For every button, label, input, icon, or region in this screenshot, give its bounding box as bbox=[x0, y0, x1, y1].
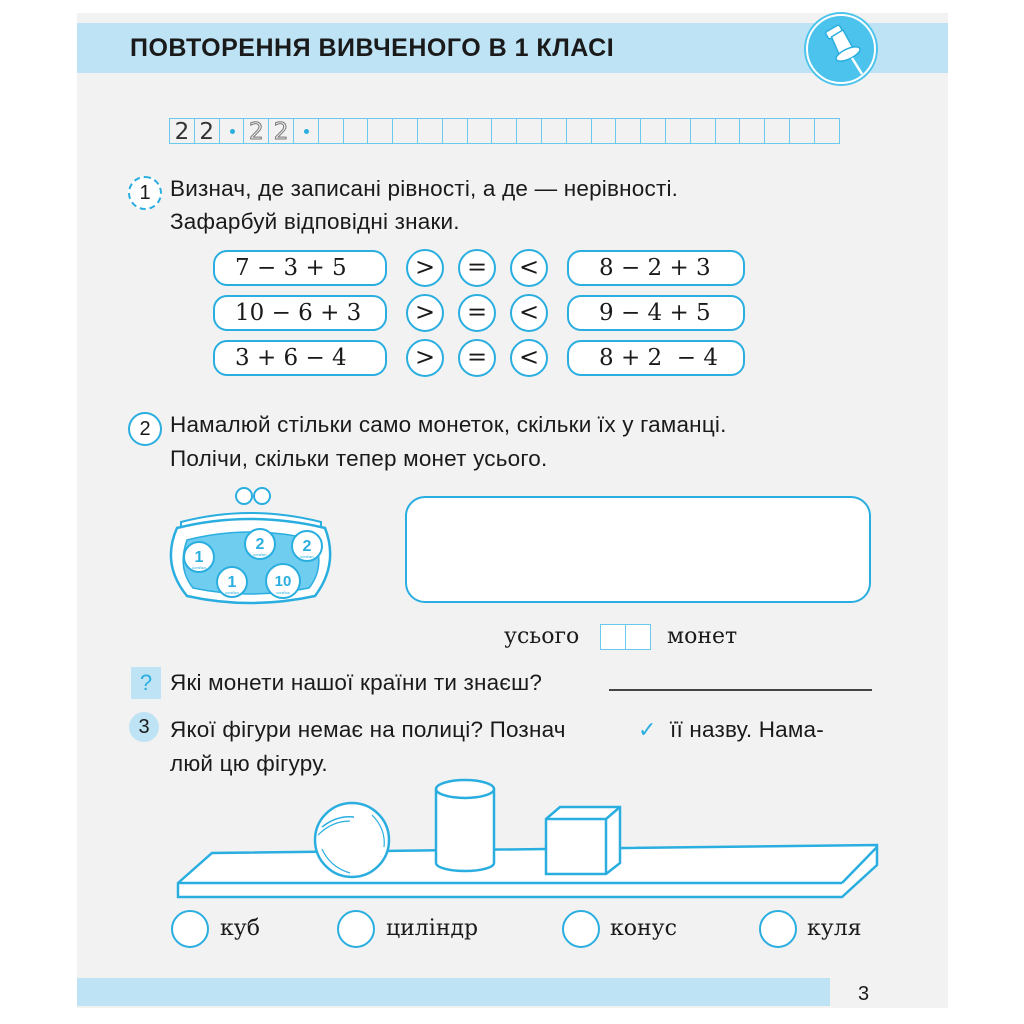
writing-cell[interactable] bbox=[615, 118, 641, 144]
writing-cell[interactable] bbox=[591, 118, 617, 144]
answer-cell[interactable] bbox=[600, 624, 626, 650]
equal-sign[interactable]: = bbox=[458, 294, 496, 332]
equal-sign[interactable]: = bbox=[458, 249, 496, 287]
coin-caption: копійки bbox=[300, 554, 314, 559]
answer-cell[interactable] bbox=[625, 624, 651, 650]
question-text: Які монети нашої країни ти знаєш? bbox=[170, 670, 543, 695]
writing-cell[interactable] bbox=[715, 118, 741, 144]
option-cone-label: конус bbox=[610, 916, 677, 941]
writing-cell[interactable] bbox=[814, 118, 840, 144]
task-3-number: 3 bbox=[129, 712, 159, 742]
writing-cell[interactable] bbox=[541, 118, 567, 144]
task-3-text-line2: люй цю фігуру. bbox=[170, 751, 328, 776]
left-expression: 10 − 6 + 3 bbox=[213, 295, 387, 331]
writing-cell-dot bbox=[219, 118, 245, 144]
writing-cell[interactable] bbox=[764, 118, 790, 144]
writing-cell[interactable] bbox=[640, 118, 666, 144]
greater-sign[interactable]: > bbox=[406, 294, 444, 332]
option-cube-circle[interactable] bbox=[171, 910, 209, 948]
task-1-number: 1 bbox=[128, 176, 162, 210]
option-sphere-label: куля bbox=[807, 916, 862, 941]
coin-caption: копійки bbox=[253, 552, 267, 557]
drawing-area[interactable] bbox=[405, 496, 871, 603]
writing-cell[interactable] bbox=[516, 118, 542, 144]
task-3-text-part2: її назву. Нама- bbox=[670, 717, 824, 742]
coin-caption: копійка bbox=[192, 565, 206, 570]
coins-label: монет bbox=[667, 624, 738, 649]
option-cylinder-label: циліндр bbox=[386, 916, 479, 941]
page-number: 3 bbox=[858, 983, 870, 1005]
right-expression: 8 + 2 − 4 bbox=[567, 340, 745, 376]
option-cube-label: куб bbox=[220, 916, 260, 941]
writing-cell[interactable] bbox=[665, 118, 691, 144]
coin-value: 10 bbox=[274, 573, 292, 590]
coin-icon bbox=[290, 529, 324, 563]
pushpin-icon bbox=[806, 14, 876, 84]
task-2-text-line1: Намалюй стільки само монеток, скільки їх у гаманці. bbox=[170, 412, 727, 437]
coin-icon bbox=[264, 562, 302, 600]
writing-cell[interactable] bbox=[491, 118, 517, 144]
writing-cell[interactable] bbox=[367, 118, 393, 144]
coin-icon bbox=[182, 540, 216, 574]
less-sign[interactable]: < bbox=[510, 249, 548, 287]
answer-line[interactable] bbox=[609, 689, 872, 691]
shelf-illustration bbox=[172, 775, 892, 905]
footer-band bbox=[77, 978, 830, 1006]
cube-shape bbox=[546, 807, 620, 874]
writing-cell: 2 bbox=[169, 118, 195, 144]
greater-sign[interactable]: > bbox=[406, 339, 444, 377]
task-1-text-line1: Визнач, де записані рівності, а де — нерівності. bbox=[170, 176, 679, 201]
coin-icon bbox=[243, 527, 277, 561]
writing-cell-dot bbox=[293, 118, 319, 144]
less-sign[interactable]: < bbox=[510, 294, 548, 332]
question-badge: ? bbox=[131, 667, 161, 699]
coin-caption: копійок bbox=[276, 590, 290, 595]
right-expression: 9 − 4 + 5 bbox=[567, 295, 745, 331]
writing-cell: 2 bbox=[194, 118, 220, 144]
left-expression: 3 + 6 − 4 bbox=[213, 340, 387, 376]
task-2-number: 2 bbox=[128, 412, 162, 446]
task-2-text-line2: Полічи, скільки тепер монет усього. bbox=[170, 446, 548, 471]
task-1-text-line2: Зафарбуй відповідні знаки. bbox=[170, 209, 460, 234]
writing-cell[interactable] bbox=[392, 118, 418, 144]
writing-cell[interactable] bbox=[442, 118, 468, 144]
option-sphere-circle[interactable] bbox=[759, 910, 797, 948]
writing-cell-trace: 2 bbox=[268, 118, 294, 144]
check-mark-icon: ✓ bbox=[638, 718, 657, 743]
writing-cell[interactable] bbox=[789, 118, 815, 144]
writing-cell[interactable] bbox=[417, 118, 443, 144]
equal-sign[interactable]: = bbox=[458, 339, 496, 377]
writing-cell[interactable] bbox=[690, 118, 716, 144]
coin-icon bbox=[215, 565, 249, 599]
less-sign[interactable]: < bbox=[510, 339, 548, 377]
right-expression: 8 − 2 + 3 bbox=[567, 250, 745, 286]
sphere-shape bbox=[315, 803, 389, 877]
option-cone-circle[interactable] bbox=[562, 910, 600, 948]
writing-cell[interactable] bbox=[318, 118, 344, 144]
coin-value: 2 bbox=[255, 536, 265, 553]
task-3-text-part1: Якої фігури немає на полиці? Познач bbox=[170, 717, 566, 742]
writing-cell[interactable] bbox=[467, 118, 493, 144]
total-label: усього bbox=[504, 624, 580, 649]
coin-value: 1 bbox=[227, 574, 237, 591]
writing-cell[interactable] bbox=[566, 118, 592, 144]
writing-cell[interactable] bbox=[739, 118, 765, 144]
cylinder-shape bbox=[436, 780, 494, 871]
page-title: ПОВТОРЕННЯ ВИВЧЕНОГО В 1 КЛАСІ bbox=[130, 34, 615, 62]
coin-value: 1 bbox=[194, 549, 204, 566]
writing-cells bbox=[170, 118, 840, 144]
option-cylinder-circle[interactable] bbox=[337, 910, 375, 948]
greater-sign[interactable]: > bbox=[406, 249, 444, 287]
coin-caption: копійка bbox=[225, 590, 239, 595]
writing-cell-trace: 2 bbox=[243, 118, 269, 144]
writing-cell[interactable] bbox=[343, 118, 369, 144]
left-expression: 7 − 3 + 5 bbox=[213, 250, 387, 286]
coin-value: 2 bbox=[302, 538, 312, 555]
